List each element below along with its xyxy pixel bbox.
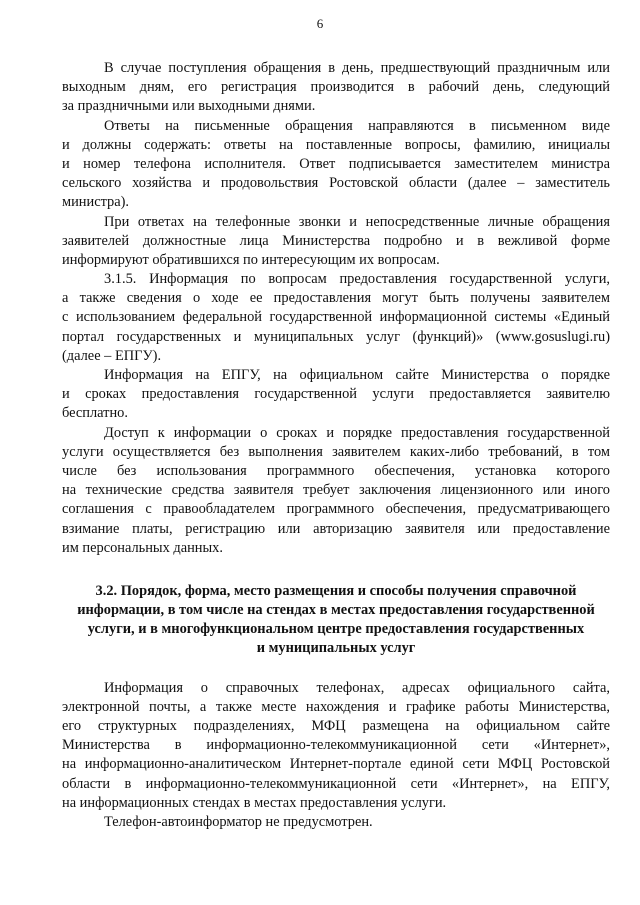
text-line: (далее – ЕПГУ).: [62, 347, 162, 364]
heading-line: 3.2. Порядок, форма, место размещения и способы получения справочной: [95, 582, 577, 599]
heading-line: информации, в том числе на стендах в местах предоставления государственной: [77, 602, 595, 619]
paragraph: [62, 117, 610, 213]
text-line: Информация о справочных телефонах, адресах официального сайта,: [104, 679, 610, 696]
text-line: портал государственных и муниципальных услуг (функций)» (www.gosuslugi.ru): [62, 328, 610, 345]
text-line: за праздничными или выходными днями.: [62, 98, 316, 115]
text-line: и должны содержать: ответы на поставленные вопросы, фамилию, инициалы: [62, 136, 610, 153]
text-line: Ответы на письменные обращения направляются в письменном виде: [104, 117, 610, 134]
text-line: 3.1.5. Информация по вопросам предоставления государственной услуги,: [104, 271, 610, 288]
text-line: Доступ к информации о сроках и порядке предоставления государственной: [104, 424, 610, 441]
text-line: услуги осуществляется без выполнения заявителем каких-либо требований, в том: [62, 443, 610, 460]
text-line: В случае поступления обращения в день, предшествующий праздничным или: [104, 60, 610, 76]
paragraph: [62, 366, 610, 424]
text-line: им персональных данных.: [62, 539, 223, 556]
paragraph: [62, 213, 610, 271]
paragraph: [62, 59, 610, 117]
text-line: соглашения с правообладателем программного обеспечения, предусматривающего: [62, 501, 610, 518]
paragraph: [62, 270, 610, 366]
heading-line: и муниципальных услуг: [256, 640, 416, 657]
document-body: [62, 59, 610, 832]
paragraphs-before-heading: [62, 59, 610, 558]
text-line: и сроках предоставления государственной услуги предоставляется заявителю: [62, 386, 610, 403]
section-heading: [62, 582, 610, 659]
text-line: а также сведения о ходе ее предоставления могут быть получены заявителем: [62, 290, 610, 307]
text-line: на информационно-аналитическом Интернет-портале единой сети МФЦ Ростовской: [62, 756, 610, 773]
text-line: При ответах на телефонные звонки и непосредственные личные обращения: [104, 213, 610, 230]
text-line: с использованием федеральной государственной информационной системы «Единый: [62, 309, 610, 326]
text-line: заявителей должностные лица Министерства подробно и в вежливой форме: [62, 232, 610, 249]
text-line: бесплатно.: [62, 405, 128, 422]
paragraph: [62, 679, 610, 813]
text-line: Телефон-автоинформатор не предусмотрен.: [104, 813, 373, 830]
text-line: сельского хозяйства и продовольствия Ростовской области (далее – заместитель: [62, 175, 610, 192]
paragraph: [62, 424, 610, 558]
text-line: выходным дням, его регистрация производится в рабочий день, следующий: [62, 79, 610, 96]
spacer: [62, 659, 610, 679]
text-line: Информация на ЕПГУ, на официальном сайте Министерства о порядке: [104, 367, 610, 383]
paragraphs-after-heading: [62, 679, 610, 833]
text-line: его структурных подразделениях, МФЦ размещена на официальном сайте: [62, 718, 610, 734]
text-line: взимание платы, регистрацию или авторизацию заявителя или предоставление: [62, 520, 610, 537]
page-number: 6: [316, 16, 324, 31]
heading-line: услуги, и в многофункциональном центре предоставления государственных: [87, 621, 585, 638]
text-line: министра).: [62, 194, 130, 211]
text-line: области в информационно-телекоммуникационной сети «Интернет», на ЕПГУ,: [62, 775, 610, 792]
text-line: электронной почты, а также месте нахождения и графике работы Министерства,: [62, 698, 610, 715]
spacer: [62, 558, 610, 582]
text-line: числе без использования программного обеспечения, установка которого: [62, 462, 610, 479]
text-line: Министерства в информационно-телекоммуникационной сети «Интернет»,: [62, 737, 610, 754]
text-line: и номер телефона исполнителя. Ответ подписывается заместителем министра: [62, 155, 610, 172]
text-line: информируют обратившихся по интересующим их вопросам.: [62, 251, 440, 268]
text-line: на технические средства заявителя требует заключения лицензионного или иного: [62, 482, 610, 499]
text-line: на информационных стендах в местах предоставления услуги.: [62, 794, 447, 811]
paragraph: [62, 813, 610, 832]
